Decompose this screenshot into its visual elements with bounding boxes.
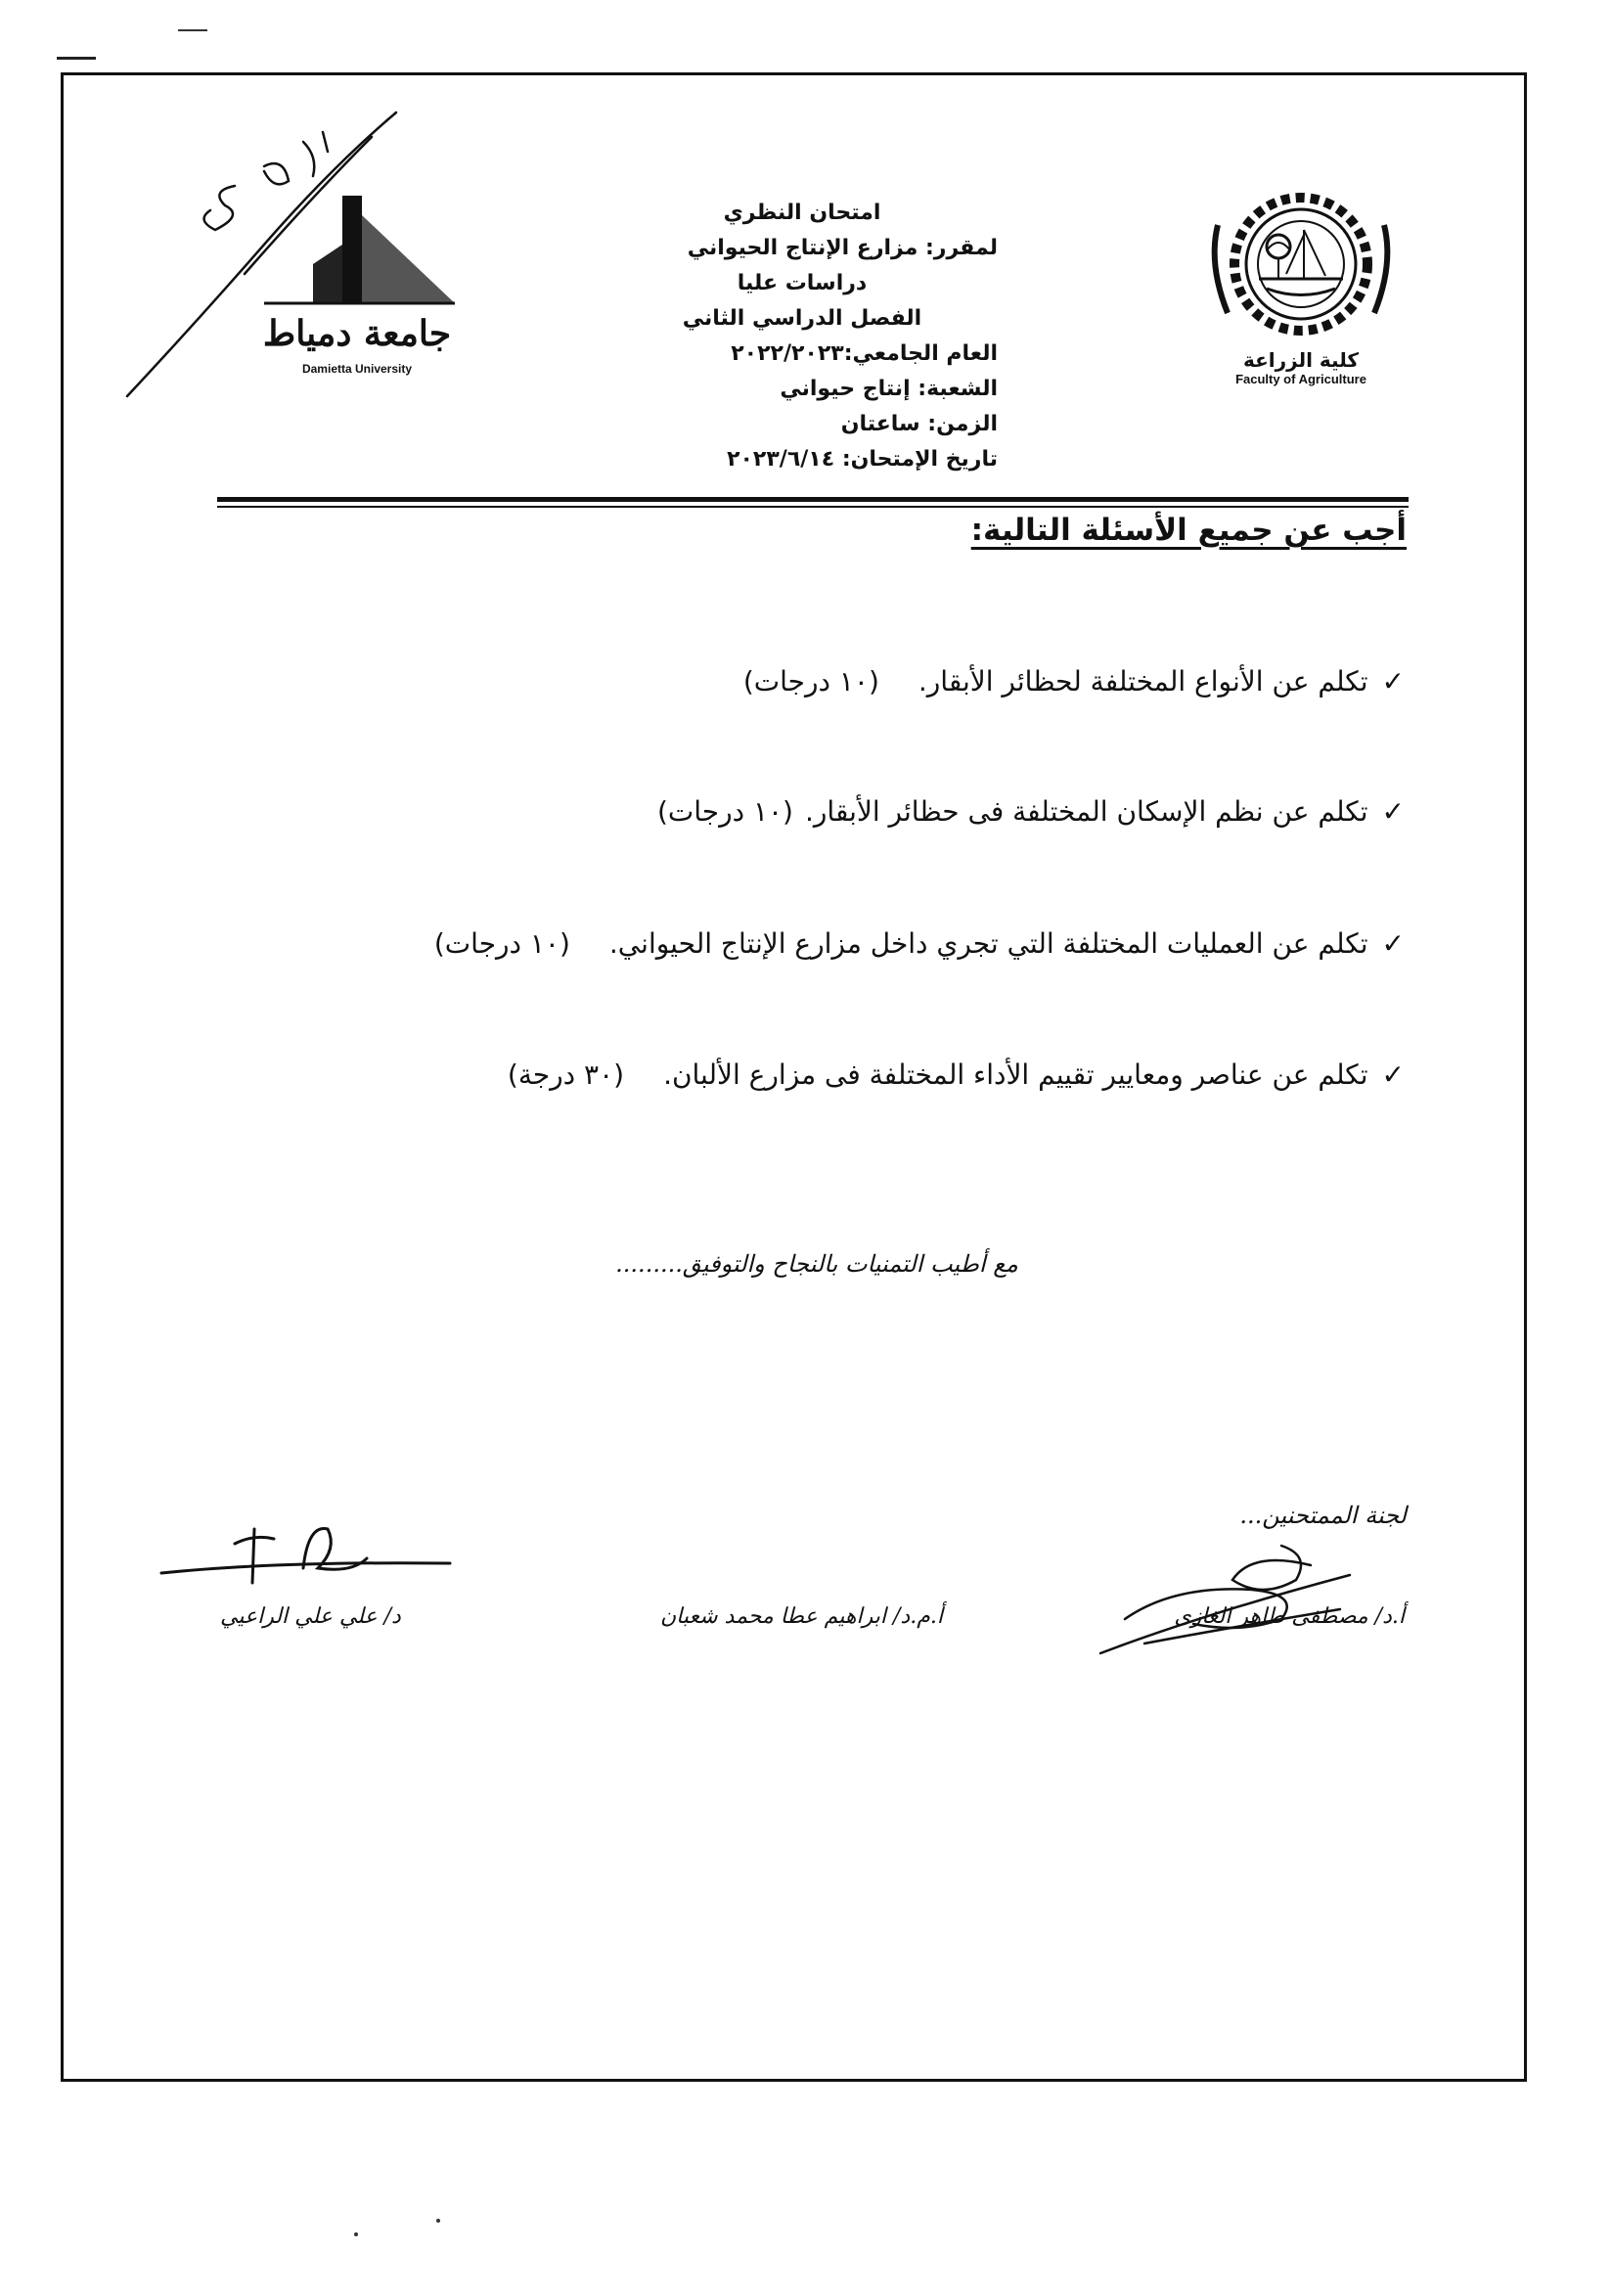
closing-wishes: مع أطيب التمنيات بالنجاح والتوفيق......... — [615, 1250, 1018, 1278]
study-level: دراسات عليا — [737, 271, 868, 295]
committee-label: لجنة الممتحنين... — [1239, 1502, 1407, 1529]
instruction-heading: أجب عن جميع الأسئلة التالية: — [970, 513, 1407, 548]
gear-emblem-icon — [1188, 186, 1413, 347]
checkmark-icon: ✓ — [1381, 665, 1405, 698]
scan-speck — [178, 29, 207, 31]
examiner-name: أ.د/ مصطفى طاهر الغازى — [1174, 1604, 1405, 1629]
question-text: تكلم عن نظم الإسكان المختلفة فى حظائر الأبقار. — [804, 795, 1368, 828]
question-item — [508, 1058, 1405, 1091]
exam-header — [606, 196, 998, 477]
examiner-name: أ.م.د/ ابراهيم عطا محمد شعبان — [660, 1604, 943, 1629]
scan-mark-top — [57, 57, 96, 60]
faculty-logo — [1188, 186, 1413, 391]
exam-type: امتحان النظري — [723, 201, 881, 225]
header-rule-thick — [217, 497, 1409, 502]
university-logo — [245, 186, 470, 391]
scan-speck — [354, 2232, 358, 2236]
university-logo-arabic: جامعة دمياط — [262, 313, 452, 354]
university-logo-english: Damietta University — [301, 362, 413, 376]
examiner-name: د/ علي علي الراعيي — [220, 1604, 401, 1629]
university-emblem-icon — [245, 186, 470, 313]
semester: الفصل الدراسي الثاني — [682, 306, 922, 331]
checkmark-icon: ✓ — [1381, 927, 1405, 960]
faculty-logo-arabic: كلية الزراعة — [1242, 348, 1360, 372]
course-name: لمقرر: مزارع الإنتاج الحيواني — [687, 236, 998, 260]
question-marks: (١٠ درجات) — [656, 795, 793, 828]
scan-speck — [436, 2219, 440, 2223]
question-text: تكلم عن الأنواع المختلفة لحظائر الأبقار. — [918, 665, 1368, 698]
question-marks: (١٠ درجات) — [433, 927, 570, 960]
division: الشعبة: إنتاج حيواني — [780, 377, 998, 401]
duration: الزمن: ساعتان — [840, 412, 998, 436]
checkmark-icon: ✓ — [1381, 795, 1405, 828]
header-rule-thin — [217, 506, 1409, 508]
exam-date: تاريخ الإمتحان: ٢٠٢٣/٦/١٤ — [727, 447, 998, 472]
question-text: تكلم عن العمليات المختلفة التي تجري داخل مزارع الإنتاج الحيواني. — [608, 927, 1368, 960]
question-text: تكلم عن عناصر ومعايير تقييم الأداء المختلفة فى مزارع الألبان. — [663, 1058, 1368, 1091]
question-marks: (٣٠ درجة) — [507, 1058, 625, 1091]
question-marks: (١٠ درجات) — [742, 665, 879, 698]
checkmark-icon: ✓ — [1381, 1058, 1405, 1091]
faculty-logo-english: Faculty of Agriculture — [1235, 372, 1366, 386]
academic-year: العام الجامعي:٢٠٢٢/٢٠٢٣ — [731, 341, 998, 366]
question-item — [657, 795, 1405, 828]
question-item — [743, 665, 1405, 698]
question-item — [434, 927, 1405, 960]
